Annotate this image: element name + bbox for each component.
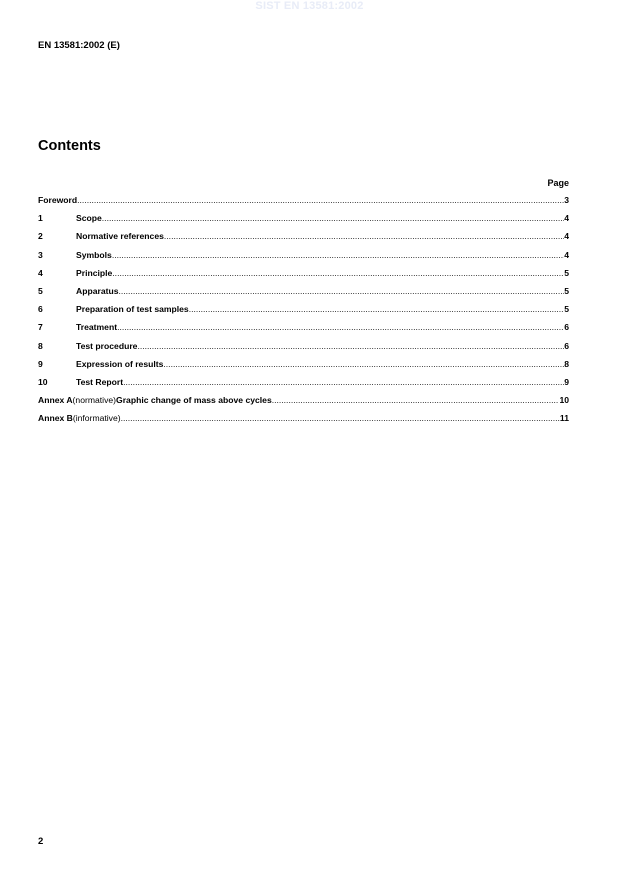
toc-leader-dots <box>112 250 564 260</box>
toc-entry-page: 9 <box>564 376 569 387</box>
toc-entry-title: Principle <box>76 267 113 278</box>
toc-entry-number: 6 <box>38 304 43 315</box>
toc-annex-label: Annex B <box>38 413 73 424</box>
toc-entry-number: 8 <box>38 340 43 351</box>
toc-entry-page: 6 <box>564 322 569 333</box>
toc-entry-foreword[interactable] <box>38 195 569 213</box>
toc-annex-label: Annex A <box>38 395 73 406</box>
toc-entry-number: 10 <box>38 376 48 387</box>
toc-entry-page: 8 <box>564 358 569 369</box>
page-column-label: Page <box>547 178 569 188</box>
toc-entry-symbols[interactable] <box>38 250 569 268</box>
toc-entry-title: Test Report <box>76 376 124 387</box>
contents-title: Contents <box>38 138 101 154</box>
toc-entry-normative-references[interactable] <box>38 231 569 249</box>
toc-leader-dots <box>137 341 564 351</box>
toc-entry-number: 4 <box>38 267 43 278</box>
toc-entry-page: 11 <box>559 413 569 424</box>
toc-entry-title: Expression of results <box>76 358 164 369</box>
toc-entry-page: 10 <box>559 395 569 406</box>
toc-leader-dots <box>272 395 560 405</box>
toc-leader-dots <box>164 231 564 241</box>
toc-entry-test-procedure[interactable] <box>38 341 569 359</box>
toc-entry-number: 1 <box>38 213 43 224</box>
toc-entry-page: 4 <box>564 249 569 260</box>
toc-entry-title: Test procedure <box>76 340 138 351</box>
document-id-header: EN 13581:2002 (E) <box>38 40 120 51</box>
toc-leader-dots <box>117 322 564 332</box>
toc-leader-dots <box>112 268 564 278</box>
toc-entry-scope[interactable] <box>38 213 569 231</box>
toc-entry-number: 3 <box>38 249 43 260</box>
toc-leader-dots <box>77 195 564 205</box>
toc-entry-annex-b[interactable] <box>38 413 569 431</box>
toc-entry-number: 9 <box>38 358 43 369</box>
toc-entry-number: 2 <box>38 231 43 242</box>
table-of-contents <box>38 195 569 431</box>
toc-entry-page: 5 <box>564 304 569 315</box>
watermark: SIST EN 13581:2002 <box>255 0 364 12</box>
toc-entry-title: Preparation of test samples <box>76 304 189 315</box>
toc-entry-title: Apparatus <box>76 285 119 296</box>
toc-annex-type: (normative) <box>72 395 117 406</box>
toc-leader-dots <box>123 377 564 387</box>
toc-entry-title: Foreword <box>38 195 78 205</box>
toc-entry-apparatus[interactable] <box>38 286 569 304</box>
toc-entry-number: 7 <box>38 322 43 333</box>
toc-annex-type: (informative) <box>72 413 121 424</box>
toc-entry-page: 5 <box>564 285 569 296</box>
toc-leader-dots <box>121 413 560 423</box>
toc-entry-number: 5 <box>38 285 43 296</box>
toc-leader-dots <box>119 286 565 296</box>
toc-entry-page: 5 <box>564 267 569 278</box>
toc-entry-expression-of-results[interactable] <box>38 359 569 377</box>
toc-entry-page: 6 <box>564 340 569 351</box>
toc-entry-principle[interactable] <box>38 268 569 286</box>
toc-entry-title: Scope <box>76 213 102 224</box>
toc-entry-title: Normative references <box>76 231 164 242</box>
toc-entry-title: Graphic change of mass above cycles <box>116 395 272 406</box>
toc-entry-page: 4 <box>564 213 569 224</box>
toc-entry-title: Symbols <box>76 249 112 260</box>
toc-entry-preparation[interactable] <box>38 304 569 322</box>
toc-entry-page: 3 <box>564 195 569 205</box>
toc-entry-treatment[interactable] <box>38 322 569 340</box>
toc-leader-dots <box>163 359 564 369</box>
toc-leader-dots <box>189 304 565 314</box>
toc-entry-title: Treatment <box>76 322 118 333</box>
page-number: 2 <box>38 836 44 847</box>
toc-leader-dots <box>102 213 564 223</box>
toc-entry-test-report[interactable] <box>38 377 569 395</box>
toc-entry-annex-a[interactable] <box>38 395 569 413</box>
toc-entry-page: 4 <box>564 231 569 242</box>
